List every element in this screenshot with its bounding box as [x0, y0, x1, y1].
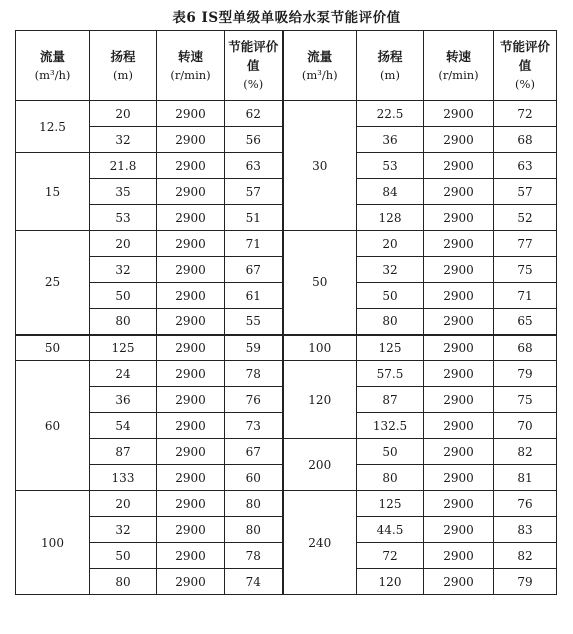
efficiency-value-cell: 51 — [225, 205, 283, 231]
efficiency-value-cell: 78 — [225, 543, 283, 569]
speed-cell: 2900 — [424, 231, 494, 257]
head-cell: 80 — [90, 569, 157, 595]
head-cell: 72 — [357, 543, 424, 569]
header-value-left: 节能评价值 (%) — [225, 31, 283, 101]
head-cell: 53 — [90, 205, 157, 231]
speed-cell: 2900 — [424, 465, 494, 491]
efficiency-value-cell: 60 — [225, 465, 283, 491]
speed-cell: 2900 — [157, 361, 225, 387]
head-cell: 50 — [90, 283, 157, 309]
table-row — [16, 231, 557, 257]
head-cell: 50 — [90, 543, 157, 569]
efficiency-value-cell: 77 — [494, 231, 557, 257]
speed-cell: 2900 — [424, 335, 494, 361]
head-cell: 87 — [90, 439, 157, 465]
efficiency-value-cell: 63 — [225, 153, 283, 179]
efficiency-value-cell: 82 — [494, 439, 557, 465]
speed-cell: 2900 — [424, 153, 494, 179]
speed-cell: 2900 — [424, 543, 494, 569]
header-speed-left: 转速 (r/min) — [157, 31, 225, 101]
head-cell: 128 — [357, 205, 424, 231]
efficiency-value-cell: 59 — [225, 335, 283, 361]
speed-cell: 2900 — [424, 569, 494, 595]
header-head-left: 扬程 (m) — [90, 31, 157, 101]
head-cell: 20 — [90, 231, 157, 257]
head-cell: 20 — [90, 101, 157, 127]
head-cell: 125 — [90, 335, 157, 361]
head-cell: 80 — [90, 309, 157, 335]
table-row — [16, 335, 557, 361]
efficiency-value-cell: 67 — [225, 439, 283, 465]
head-cell: 44.5 — [357, 517, 424, 543]
efficiency-value-cell: 68 — [494, 335, 557, 361]
efficiency-value-cell: 57 — [225, 179, 283, 205]
head-cell: 36 — [357, 127, 424, 153]
efficiency-value-cell: 76 — [494, 491, 557, 517]
efficiency-value-cell: 83 — [494, 517, 557, 543]
head-cell: 32 — [357, 257, 424, 283]
head-cell: 32 — [90, 257, 157, 283]
efficiency-value-cell: 75 — [494, 257, 557, 283]
table-row — [16, 101, 557, 127]
speed-cell: 2900 — [157, 309, 225, 335]
speed-cell: 2900 — [157, 413, 225, 439]
header-flow-left: 流量 (m³/h) — [16, 31, 90, 101]
efficiency-value-cell: 80 — [225, 491, 283, 517]
speed-cell: 2900 — [157, 153, 225, 179]
efficiency-value-cell: 62 — [225, 101, 283, 127]
head-cell: 22.5 — [357, 101, 424, 127]
speed-cell: 2900 — [157, 465, 225, 491]
head-cell: 80 — [357, 309, 424, 335]
speed-cell: 2900 — [157, 543, 225, 569]
efficiency-value-cell: 63 — [494, 153, 557, 179]
efficiency-value-cell: 57 — [494, 179, 557, 205]
flow-cell: 25 — [16, 231, 90, 335]
flow-cell: 100 — [16, 491, 90, 595]
speed-cell: 2900 — [424, 309, 494, 335]
speed-cell: 2900 — [424, 361, 494, 387]
efficiency-value-cell: 71 — [494, 283, 557, 309]
flow-cell: 50 — [283, 231, 357, 335]
table-title: 表6 IS型单级单吸给水泵节能评价值 — [172, 10, 401, 26]
head-cell: 24 — [90, 361, 157, 387]
header-flow-right: 流量 (m³/h) — [283, 31, 357, 101]
flow-cell: 15 — [16, 153, 90, 231]
head-cell: 50 — [357, 439, 424, 465]
efficiency-value-cell: 78 — [225, 361, 283, 387]
head-cell: 32 — [90, 517, 157, 543]
efficiency-value-cell: 81 — [494, 465, 557, 491]
head-cell: 54 — [90, 413, 157, 439]
flow-cell: 30 — [283, 101, 357, 231]
flow-cell: 240 — [283, 491, 357, 595]
header-value-right: 节能评价值 (%) — [494, 31, 557, 101]
efficiency-value-cell: 67 — [225, 257, 283, 283]
efficiency-value-cell: 65 — [494, 309, 557, 335]
speed-cell: 2900 — [157, 569, 225, 595]
header-row — [16, 31, 557, 101]
head-cell: 57.5 — [357, 361, 424, 387]
efficiency-value-cell: 80 — [225, 517, 283, 543]
speed-cell: 2900 — [424, 257, 494, 283]
speed-cell: 2900 — [424, 101, 494, 127]
efficiency-value-cell: 52 — [494, 205, 557, 231]
speed-cell: 2900 — [157, 387, 225, 413]
efficiency-value-cell: 74 — [225, 569, 283, 595]
efficiency-value-cell: 56 — [225, 127, 283, 153]
speed-cell: 2900 — [157, 491, 225, 517]
speed-cell: 2900 — [424, 517, 494, 543]
speed-cell: 2900 — [157, 179, 225, 205]
head-cell: 32 — [90, 127, 157, 153]
efficiency-value-cell: 79 — [494, 361, 557, 387]
efficiency-value-cell: 61 — [225, 283, 283, 309]
header-speed-right: 转速 (r/min) — [424, 31, 494, 101]
efficiency-value-cell: 73 — [225, 413, 283, 439]
speed-cell: 2900 — [424, 413, 494, 439]
table-body — [16, 101, 557, 595]
flow-cell: 12.5 — [16, 101, 90, 153]
efficiency-value-cell: 76 — [225, 387, 283, 413]
table-row — [16, 439, 557, 465]
efficiency-value-cell: 82 — [494, 543, 557, 569]
speed-cell: 2900 — [157, 283, 225, 309]
flow-cell: 200 — [283, 439, 357, 491]
head-cell: 36 — [90, 387, 157, 413]
speed-cell: 2900 — [157, 257, 225, 283]
speed-cell: 2900 — [157, 205, 225, 231]
speed-cell: 2900 — [157, 231, 225, 257]
head-cell: 133 — [90, 465, 157, 491]
efficiency-value-cell: 71 — [225, 231, 283, 257]
head-cell: 80 — [357, 465, 424, 491]
speed-cell: 2900 — [157, 335, 225, 361]
head-cell: 125 — [357, 335, 424, 361]
speed-cell: 2900 — [424, 179, 494, 205]
efficiency-value-cell: 79 — [494, 569, 557, 595]
speed-cell: 2900 — [424, 439, 494, 465]
head-cell: 87 — [357, 387, 424, 413]
speed-cell: 2900 — [424, 491, 494, 517]
table-row — [16, 361, 557, 387]
head-cell: 53 — [357, 153, 424, 179]
head-cell: 35 — [90, 179, 157, 205]
pump-efficiency-table — [15, 30, 557, 595]
efficiency-value-cell: 72 — [494, 101, 557, 127]
efficiency-value-cell: 68 — [494, 127, 557, 153]
head-cell: 50 — [357, 283, 424, 309]
speed-cell: 2900 — [157, 517, 225, 543]
flow-cell: 50 — [16, 335, 90, 361]
efficiency-value-cell: 55 — [225, 309, 283, 335]
speed-cell: 2900 — [424, 127, 494, 153]
speed-cell: 2900 — [157, 101, 225, 127]
speed-cell: 2900 — [424, 205, 494, 231]
head-cell: 20 — [357, 231, 424, 257]
head-cell: 20 — [90, 491, 157, 517]
flow-cell: 120 — [283, 361, 357, 439]
head-cell: 84 — [357, 179, 424, 205]
flow-cell: 60 — [16, 361, 90, 491]
table-row — [16, 491, 557, 517]
speed-cell: 2900 — [157, 127, 225, 153]
efficiency-value-cell: 75 — [494, 387, 557, 413]
speed-cell: 2900 — [157, 439, 225, 465]
head-cell: 21.8 — [90, 153, 157, 179]
head-cell: 132.5 — [357, 413, 424, 439]
head-cell: 125 — [357, 491, 424, 517]
header-head-right: 扬程 (m) — [357, 31, 424, 101]
speed-cell: 2900 — [424, 283, 494, 309]
head-cell: 120 — [357, 569, 424, 595]
efficiency-value-cell: 70 — [494, 413, 557, 439]
speed-cell: 2900 — [424, 387, 494, 413]
flow-cell: 100 — [283, 335, 357, 361]
